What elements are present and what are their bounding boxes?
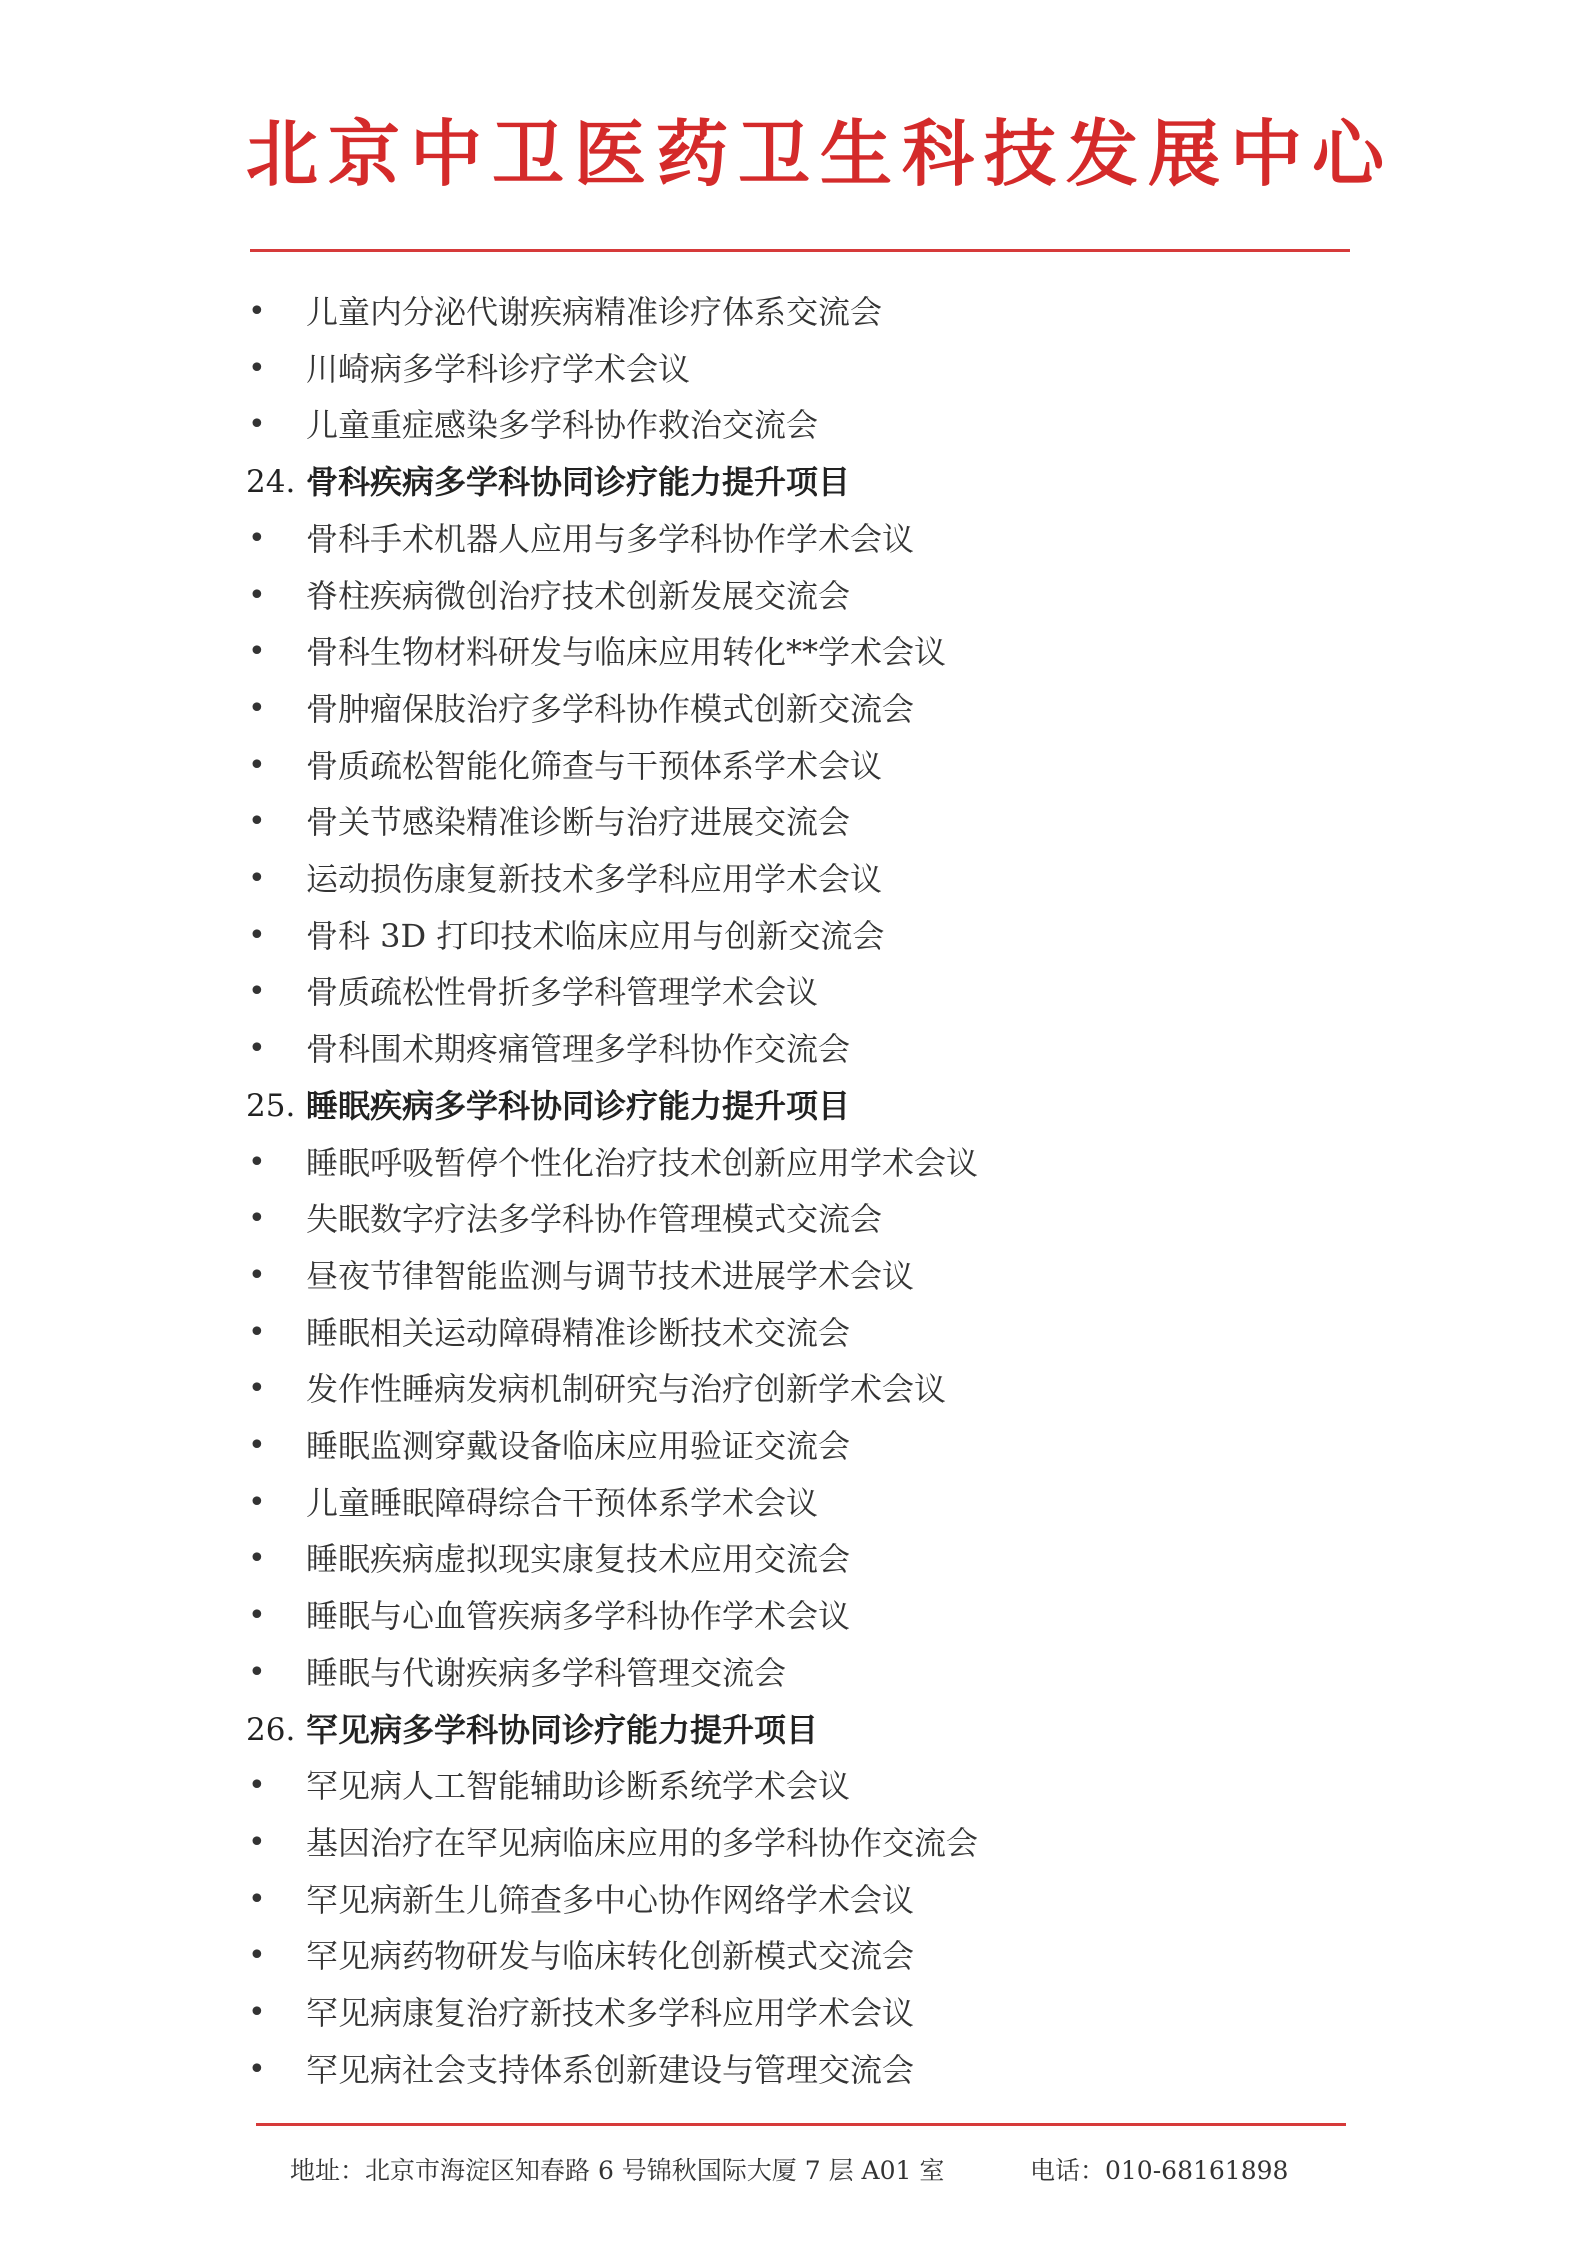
section-heading-text: 罕见病多学科协同诊疗能力提升项目 <box>306 1710 819 1749</box>
list-item <box>0 1531 1587 1587</box>
list-item <box>0 851 1587 907</box>
bullet-icon: • <box>248 1144 266 1180</box>
page-title: 北京中卫医药卫生科技发展中心 <box>246 111 1395 196</box>
bullet-icon: • <box>248 350 266 386</box>
list-item <box>0 964 1587 1020</box>
bullet-icon: • <box>248 1881 266 1917</box>
section-heading-text: 睡眠疾病多学科协同诊疗能力提升项目 <box>306 1086 851 1125</box>
list-item-text: 骨关节感染精准诊断与治疗进展交流会 <box>306 803 851 842</box>
bullet-icon: • <box>248 2051 266 2087</box>
bullet-icon: • <box>248 974 266 1010</box>
bullet-icon: • <box>248 1484 266 1520</box>
list-item <box>0 1305 1587 1361</box>
bullet-icon: • <box>248 1654 266 1690</box>
bullet-icon: • <box>248 1598 266 1634</box>
section-number: 26. <box>246 1711 296 1748</box>
section-number: 25. <box>246 1087 296 1124</box>
list-item <box>0 1191 1587 1247</box>
bullet-icon: • <box>248 861 266 896</box>
list-item-text: 罕见病人工智能辅助诊断系统学术会议 <box>306 1767 851 1806</box>
list-item-text: 基因治疗在罕见病临床应用的多学科协作交流会 <box>306 1823 979 1862</box>
list-item-text: 骨科手术机器人应用与多学科协作学术会议 <box>306 519 915 558</box>
list-item <box>0 1815 1587 1871</box>
list-item-text: 脊柱疾病微创治疗技术创新发展交流会 <box>306 576 851 615</box>
section-heading-text: 骨科疾病多学科协同诊疗能力提升项目 <box>306 463 851 502</box>
bullet-icon: • <box>248 1768 266 1804</box>
bullet-icon: • <box>248 520 266 556</box>
footer-divider <box>256 2123 1346 2126</box>
list-item-text: 罕见病康复治疗新技术多学科应用学术会议 <box>306 1994 915 2032</box>
bullet-icon: • <box>248 634 266 670</box>
list-item <box>0 284 1587 340</box>
header-divider <box>250 249 1350 252</box>
list-item-text: 骨科 3D 打印技术临床应用与创新交流会 <box>306 916 885 955</box>
bullet-icon: • <box>248 1428 266 1463</box>
footer <box>0 2146 1587 2196</box>
bullet-icon: • <box>248 747 266 783</box>
list-item-text: 骨科围术期疼痛管理多学科协作交流会 <box>306 1030 851 1069</box>
list-item-text: 睡眠与代谢疾病多学科管理交流会 <box>306 1653 787 1692</box>
section-heading <box>0 454 1587 510</box>
footer-phone: 电话：010-68161898 <box>1030 2156 1289 2185</box>
bullet-icon: • <box>248 577 266 613</box>
bullet-icon: • <box>248 407 266 443</box>
list-item-text: 儿童内分泌代谢疾病精准诊疗体系交流会 <box>306 293 883 331</box>
bullet-icon: • <box>248 1314 266 1350</box>
section-heading <box>0 1702 1587 1758</box>
list-item <box>0 1418 1587 1474</box>
list-item <box>0 794 1587 850</box>
list-item <box>0 1758 1587 1814</box>
list-item-text: 睡眠与心血管疾病多学科协作学术会议 <box>306 1597 851 1636</box>
list-item-text: 睡眠疾病虚拟现实康复技术应用交流会 <box>306 1540 851 1579</box>
list-item <box>0 1588 1587 1644</box>
list-item <box>0 681 1587 737</box>
list-item-text: 罕见病药物研发与临床转化创新模式交流会 <box>306 1937 915 1976</box>
list-item <box>0 1021 1587 1077</box>
section-heading <box>0 1078 1587 1134</box>
list-item <box>0 1361 1587 1417</box>
list-item <box>0 1928 1587 1984</box>
bullet-icon: • <box>248 1031 266 1067</box>
list-item <box>0 511 1587 567</box>
list-item-text: 睡眠呼吸暂停个性化治疗技术创新应用学术会议 <box>306 1143 979 1182</box>
list-item <box>0 2042 1587 2098</box>
list-item <box>0 1135 1587 1191</box>
list-item-text: 发作性睡病发病机制研究与治疗创新学术会议 <box>306 1370 947 1409</box>
list-item-text: 川崎病多学科诊疗学术会议 <box>306 349 691 388</box>
bullet-icon: • <box>248 1201 266 1237</box>
list-item-text: 骨质疏松性骨折多学科管理学术会议 <box>306 973 819 1012</box>
bullet-icon: • <box>248 1371 266 1407</box>
footer-address: 地址：北京市海淀区知春路 6 号锦秋国际大厦 7 层 A01 室 <box>290 2156 945 2185</box>
bullet-icon: • <box>248 804 266 840</box>
bullet-icon: • <box>248 1995 266 2030</box>
list-item-text: 昼夜节律智能监测与调节技术进展学术会议 <box>306 1256 915 1295</box>
list-item-text: 睡眠相关运动障碍精准诊断技术交流会 <box>306 1313 851 1352</box>
section-number: 24. <box>246 464 296 501</box>
list-item <box>0 1985 1587 2041</box>
bullet-icon: • <box>248 1824 266 1860</box>
bullet-icon: • <box>248 294 266 329</box>
list-item <box>0 1645 1587 1701</box>
list-item <box>0 738 1587 794</box>
list-item <box>0 397 1587 453</box>
list-item <box>0 908 1587 964</box>
bullet-icon: • <box>248 690 266 726</box>
list-item <box>0 624 1587 680</box>
list-item-text: 骨肿瘤保肢治疗多学科协作模式创新交流会 <box>306 689 915 728</box>
list-item-text: 骨质疏松智能化筛查与干预体系学术会议 <box>306 746 883 785</box>
list-item-text: 罕见病社会支持体系创新建设与管理交流会 <box>306 2050 915 2089</box>
list-item-text: 运动损伤康复新技术多学科应用学术会议 <box>306 860 883 898</box>
list-item <box>0 1872 1587 1928</box>
list-item-text: 儿童重症感染多学科协作救治交流会 <box>306 406 819 445</box>
list-item-text: 睡眠监测穿戴设备临床应用验证交流会 <box>306 1427 851 1465</box>
bullet-icon: • <box>248 1541 266 1577</box>
list-item <box>0 341 1587 397</box>
list-item-text: 失眠数字疗法多学科协作管理模式交流会 <box>306 1200 883 1239</box>
list-item <box>0 1248 1587 1304</box>
list-item-text: 罕见病新生儿筛查多中心协作网络学术会议 <box>306 1880 915 1919</box>
list-item <box>0 568 1587 624</box>
list-item-text: 骨科生物材料研发与临床应用转化**学术会议 <box>306 633 947 672</box>
list-item <box>0 1475 1587 1531</box>
bullet-icon: • <box>248 1257 266 1293</box>
bullet-icon: • <box>248 1938 266 1974</box>
list-item-text: 儿童睡眠障碍综合干预体系学术会议 <box>306 1483 819 1522</box>
bullet-icon: • <box>248 917 266 953</box>
